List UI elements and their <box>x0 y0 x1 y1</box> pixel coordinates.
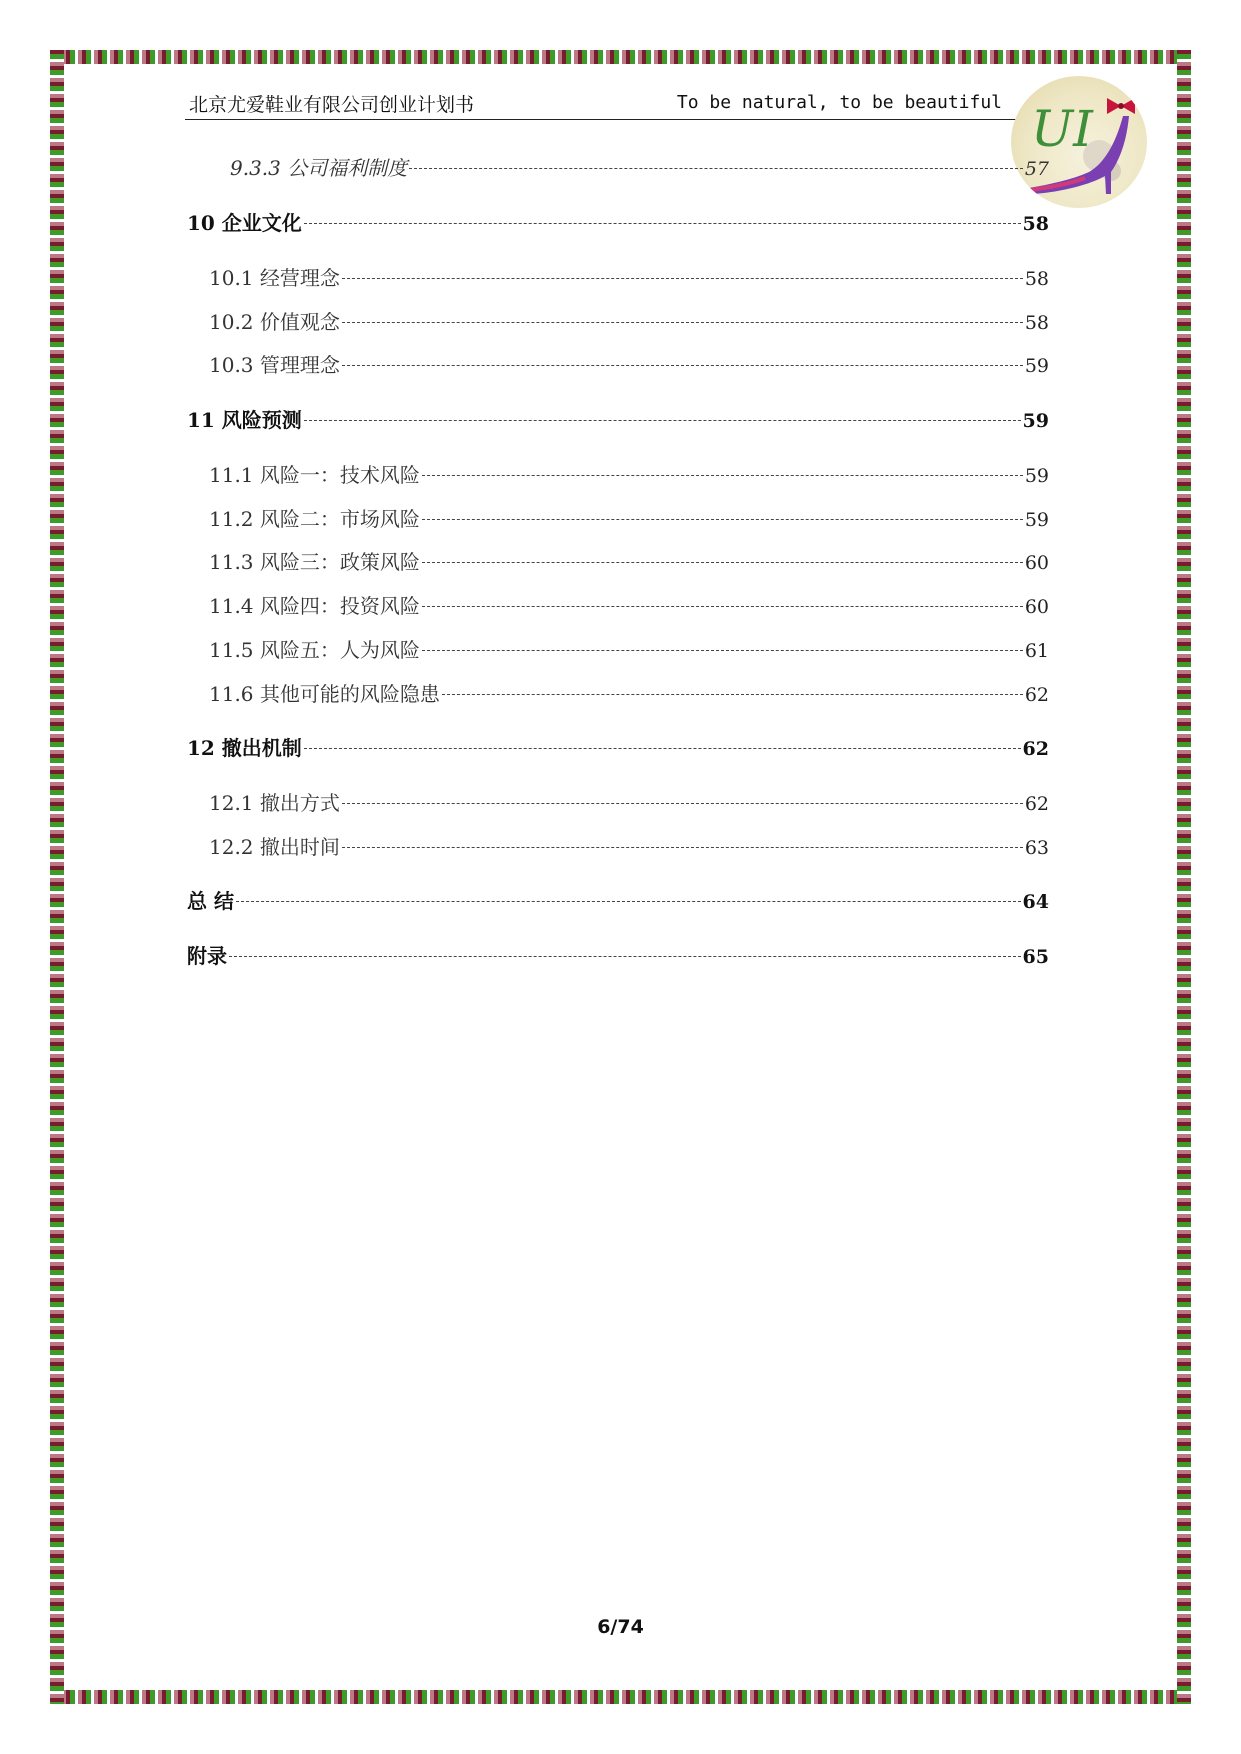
toc-entry[interactable] <box>209 590 1049 618</box>
toc-entry[interactable] <box>209 503 1049 531</box>
toc-entry-page-number: 59 <box>1024 465 1049 487</box>
toc-leader-dashes <box>422 650 1023 651</box>
toc-entry-label: 附录 <box>187 944 227 968</box>
toc-entry[interactable] <box>187 885 1049 913</box>
toc-entry[interactable] <box>209 349 1049 377</box>
toc-entry[interactable] <box>230 152 1049 180</box>
toc-entry-label: 11.3 风险三：政策风险 <box>209 550 420 574</box>
toc-entry[interactable] <box>187 207 1049 235</box>
toc-entry-page-number: 62 <box>1022 738 1049 760</box>
company-logo <box>1011 76 1147 208</box>
toc-entry[interactable] <box>209 831 1049 859</box>
toc-entry[interactable] <box>187 940 1049 968</box>
toc-leader-dashes <box>422 475 1023 476</box>
toc-leader-dashes <box>342 322 1023 323</box>
toc-entry-page-number: 59 <box>1024 509 1049 531</box>
page-number: 6/74 <box>597 1616 644 1638</box>
toc-leader-dashes <box>342 803 1023 804</box>
toc-entry[interactable] <box>209 634 1049 662</box>
page-header <box>185 86 1020 120</box>
toc-entry-page-number: 65 <box>1022 946 1049 968</box>
toc-entry-label: 11.4 风险四：投资风险 <box>209 594 420 618</box>
toc-entry-label: 11.2 风险二：市场风险 <box>209 507 420 531</box>
toc-entry-page-number: 58 <box>1024 312 1049 334</box>
toc-leader-dashes <box>304 748 1021 749</box>
page-border-left <box>50 50 64 1704</box>
toc-entry-page-number: 63 <box>1024 837 1049 859</box>
toc-leader-dashes <box>342 278 1023 279</box>
toc-entry-page-number: 60 <box>1024 596 1049 618</box>
toc-entry-label: 12.2 撤出时间 <box>209 835 340 859</box>
toc-leader-dashes <box>442 694 1023 695</box>
toc-entry[interactable] <box>187 404 1049 432</box>
toc-leader-dashes <box>236 901 1021 902</box>
toc-entry-label: 12.1 撤出方式 <box>209 791 340 815</box>
toc-entry[interactable] <box>209 306 1049 334</box>
toc-entry[interactable] <box>209 787 1049 815</box>
toc-leader-dashes <box>409 168 1023 169</box>
logo-text: UI <box>1031 100 1093 158</box>
toc-leader-dashes <box>342 847 1023 848</box>
toc-entry-page-number: 64 <box>1022 891 1049 913</box>
toc-entry[interactable] <box>209 262 1049 290</box>
toc-entry-page-number: 59 <box>1024 355 1049 377</box>
page-border-right <box>1177 50 1191 1704</box>
toc-entry-page-number: 62 <box>1024 684 1049 706</box>
header-rule <box>185 119 1020 120</box>
page-border-bottom <box>50 1690 1191 1704</box>
toc-entry-label: 12 撤出机制 <box>187 736 302 760</box>
toc-entry-page-number: 61 <box>1024 640 1049 662</box>
toc-entry-page-number: 59 <box>1022 410 1049 432</box>
toc-leader-dashes <box>304 223 1021 224</box>
toc-entry[interactable] <box>209 546 1049 574</box>
toc-leader-dashes <box>229 956 1021 957</box>
header-slogan: To be natural, to be beautiful <box>676 92 1002 113</box>
toc-entry-page-number: 58 <box>1024 268 1049 290</box>
toc-entry-page-number: 62 <box>1024 793 1049 815</box>
toc-entry-label: 10.3 管理理念 <box>209 353 340 377</box>
toc-leader-dashes <box>422 519 1023 520</box>
toc-entry-page-number: 57 <box>1024 158 1049 180</box>
toc-entry-label: 9.3.3 公司福利制度 <box>230 156 408 180</box>
toc-entry[interactable] <box>209 459 1049 487</box>
toc-entry-label: 10.1 经营理念 <box>209 266 340 290</box>
toc-entry-label: 11.6 其他可能的风险隐患 <box>209 682 440 706</box>
toc-entry[interactable] <box>187 732 1049 760</box>
toc-leader-dashes <box>422 606 1023 607</box>
toc-leader-dashes <box>422 562 1023 563</box>
toc-entry-label: 11 风险预测 <box>187 408 302 432</box>
page-border-top <box>50 50 1191 64</box>
toc-entry-label: 11.1 风险一：技术风险 <box>209 463 420 487</box>
toc-entry-page-number: 60 <box>1024 552 1049 574</box>
toc-entry-label: 10 企业文化 <box>187 211 302 235</box>
toc-entry-label: 11.5 风险五：人为风险 <box>209 638 420 662</box>
toc-leader-dashes <box>304 420 1021 421</box>
toc-entry[interactable] <box>209 678 1049 706</box>
header-company-title: 北京尤爱鞋业有限公司创业计划书 <box>189 94 475 116</box>
toc-entry-label: 10.2 价值观念 <box>209 310 340 334</box>
toc-entry-label: 总 结 <box>187 889 234 913</box>
toc-leader-dashes <box>342 365 1023 366</box>
toc-entry-page-number: 58 <box>1022 213 1049 235</box>
